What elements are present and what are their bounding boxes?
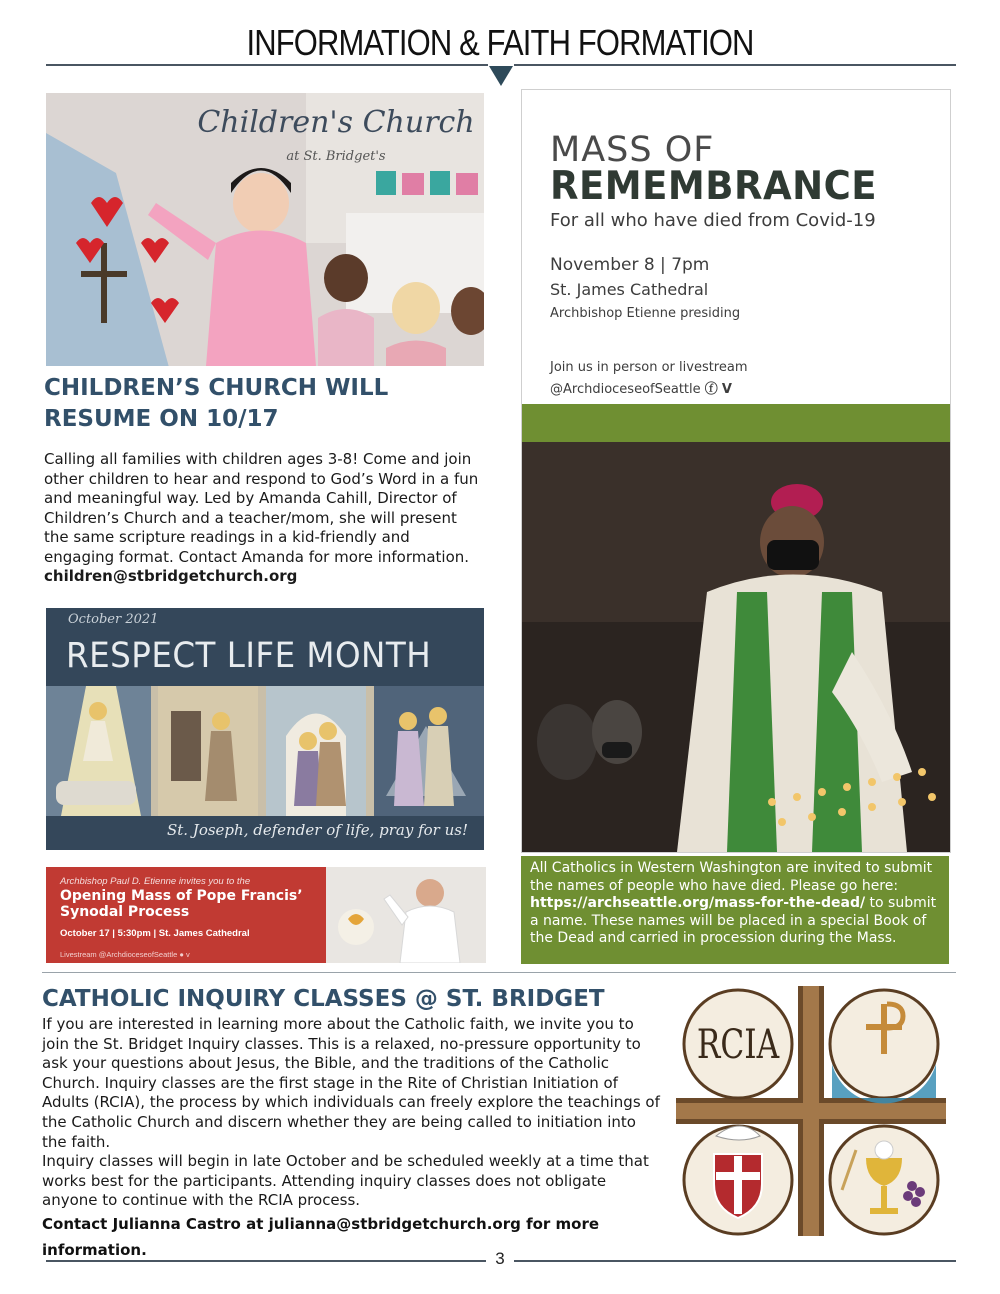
respect-life-title: RESPECT LIFE MONTH bbox=[66, 636, 432, 676]
childrens-church-email-link[interactable]: children@stbridgetchurch.org bbox=[44, 567, 298, 585]
remembrance-handle-text: @ArchdioceseofSeattle bbox=[550, 382, 701, 397]
remembrance-title-line2: REMEMBRANCE bbox=[550, 164, 878, 209]
archbishop-candle-illustration bbox=[522, 442, 950, 852]
remembrance-link[interactable]: https://archseattle.org/mass-for-the-dead/ bbox=[530, 895, 866, 912]
opening-mass-banner bbox=[46, 867, 486, 963]
childrens-church-script-subtitle: at St. Bridget's bbox=[286, 149, 386, 164]
header-triangle-icon bbox=[489, 66, 513, 86]
pope-francis-photo bbox=[326, 867, 486, 963]
remembrance-subtitle: For all who have died from Covid-19 bbox=[550, 210, 876, 231]
inquiry-paragraph-1: If you are interested in learning more about the Catholic faith, we invite you to join the St. Bridget Inquiry classes. This is a relaxed, no-pressure opportunity to ask your questions about Jesus, the Bible, and the traditions of the Catholic Church. Inquiry classes are the first stage in the Rite of Christian Initiation of Adults (RCIA), the process by which individuals can freely explore the teachings of the Catholic Church and discern whether they are being called to initiation into the faith. bbox=[42, 1015, 660, 1151]
respect-life-date: October 2021 bbox=[68, 612, 159, 627]
childrens-church-script-title: Children's Church bbox=[197, 105, 475, 140]
opening-mass-livestream bbox=[60, 950, 190, 959]
archbishop-candle-photo bbox=[522, 442, 950, 852]
inquiry-body bbox=[42, 1015, 662, 1211]
inquiry-paragraph-2: Inquiry classes will begin in late October and be scheduled weekly at a time that works best for the participants. Attending inquiry classes does not obligate anyone to continue with the RCIA process. bbox=[42, 1152, 649, 1210]
vimeo-icon: V bbox=[721, 382, 732, 397]
rcia-logo-text: RCIA bbox=[696, 1022, 780, 1068]
rcia-logo bbox=[676, 986, 946, 1236]
remembrance-title-line1: MASS OF bbox=[550, 130, 715, 170]
remembrance-caption-pre: All Catholics in Western Washington are invited to submit the names of people who have died. Please go here: bbox=[530, 860, 933, 894]
respect-life-banner bbox=[46, 608, 484, 850]
mass-of-remembrance-flyer bbox=[521, 89, 951, 853]
facebook-icon: ● bbox=[179, 950, 184, 959]
respect-life-caption: St. Joseph, defender of life, pray for us! bbox=[166, 821, 468, 839]
remembrance-presider: Archbishop Etienne presiding bbox=[550, 306, 741, 321]
remembrance-handle bbox=[550, 378, 732, 397]
remembrance-join: Join us in person or livestream bbox=[550, 360, 748, 375]
childrens-church-heading: CHILDREN’S CHURCH WILL RESUME ON 10/17 bbox=[44, 375, 389, 432]
header-rule-right bbox=[514, 64, 956, 66]
page-title: INFORMATION & FAITH FORMATION bbox=[246, 22, 754, 63]
remembrance-caption-post: to submit a name. These names will be placed in a special Book of the Dead and carried in procession during the Mass. bbox=[530, 895, 937, 947]
facebook-icon: ⓕ bbox=[704, 382, 718, 397]
childrens-church-body bbox=[44, 450, 484, 587]
childrens-church-photo bbox=[46, 93, 484, 366]
remembrance-caption bbox=[530, 860, 942, 948]
section-divider bbox=[42, 972, 956, 973]
opening-mass-invite: Archbishop Paul D. Etienne invites you to the bbox=[60, 876, 251, 887]
opening-mass-date: October 17 | 5:30pm | St. James Cathedral bbox=[60, 928, 250, 939]
remembrance-green-band bbox=[522, 404, 950, 442]
header-rule-left bbox=[46, 64, 488, 66]
inquiry-heading: CATHOLIC INQUIRY CLASSES @ ST. BRIDGET bbox=[42, 986, 605, 1012]
remembrance-date: November 8 | 7pm bbox=[550, 255, 710, 275]
inquiry-contact: Contact Julianna Castro at julianna@stbridgetchurch.org for more information. bbox=[42, 1215, 600, 1259]
page-number: 3 bbox=[486, 1249, 514, 1269]
opening-mass-livestream-text: Livestream @ArchdioceseofSeattle bbox=[60, 950, 178, 959]
vimeo-icon: v bbox=[185, 950, 190, 959]
remembrance-caption-box bbox=[521, 856, 949, 964]
opening-mass-title: Opening Mass of Pope Francis’ Synodal Process bbox=[60, 888, 303, 920]
remembrance-place: St. James Cathedral bbox=[550, 280, 709, 299]
childrens-church-text: Calling all families with children ages 3-8! Come and join other children to hear and respond to God’s Word in a fun and meaningful way. Led by Amanda Cahill, Director of Children’s Church and a teacher/mom, she will present the same scripture readings in a kid-friendly and engaging format. Contact Amanda for more information. bbox=[44, 450, 479, 566]
